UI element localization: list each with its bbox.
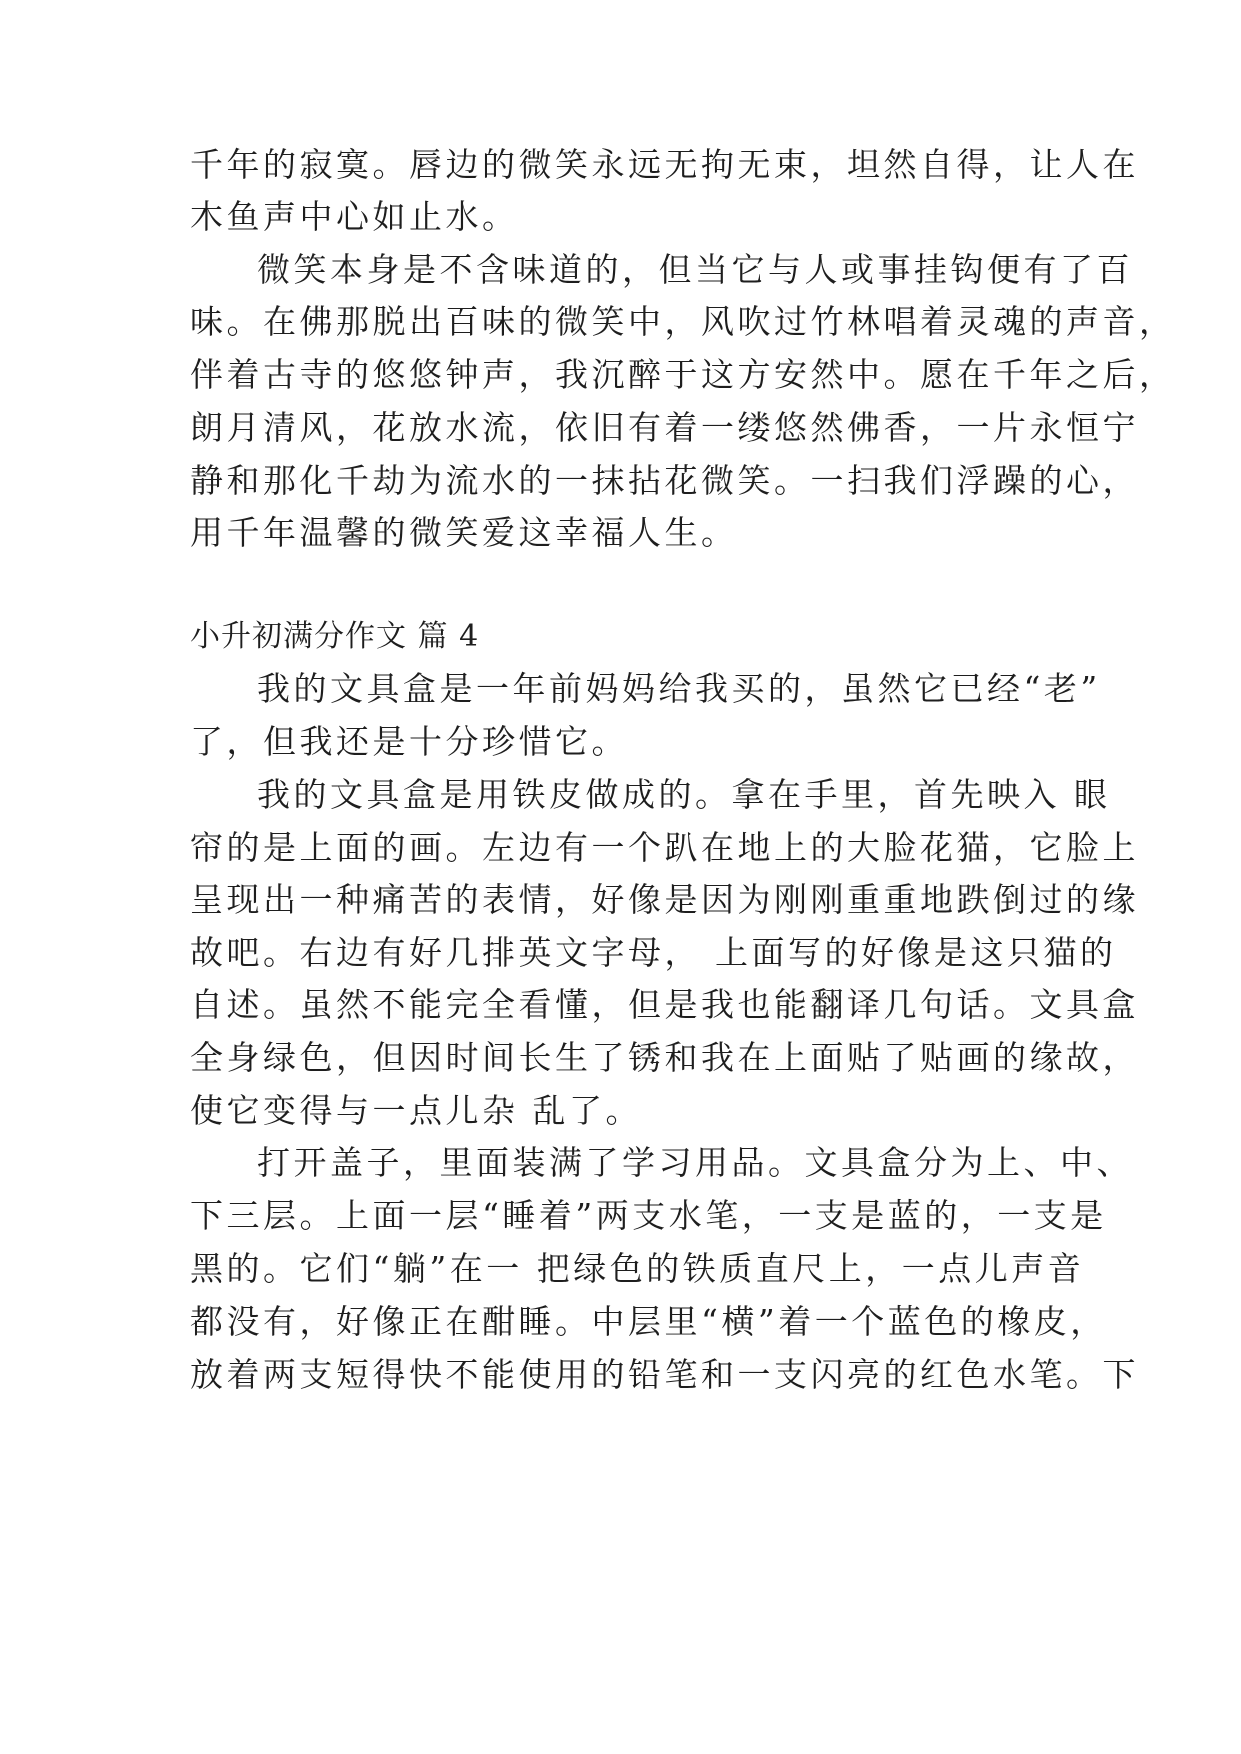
paragraph-first-line: 我的文具盒是一年前妈妈给我买的，虽然它已经“老” bbox=[257, 669, 1101, 708]
text-line: 伴着古寺的悠悠钟声，我沉醉于这方安然中。愿在千年之后， bbox=[190, 355, 1176, 394]
text-line: 下三层。上面一层“睡着”两支水笔，一支是蓝的，一支是 bbox=[190, 1196, 1107, 1235]
text-line: 静和那化千劫为流水的一抹拈花微笑。一扫我们浮躁的心， bbox=[190, 461, 1139, 500]
text-line: 自述。虽然不能完全看懂，但是我也能翻译几句话。文具盒 bbox=[190, 985, 1139, 1024]
text-line: 味。在佛那脱出百味的微笑中，风吹过竹林唱着灵魂的声音， bbox=[190, 302, 1176, 341]
text-line: 全身绿色，但因时间长生了锈和我在上面贴了贴画的缘故， bbox=[190, 1038, 1139, 1077]
text-line: 使它变得与一点儿杂 乱了。 bbox=[190, 1091, 642, 1130]
essay-heading: 小升初满分作文 篇 4 bbox=[190, 619, 480, 654]
text-line: 千年的寂寞。唇边的微笑永远无拘无束，坦然自得，让人在 bbox=[190, 145, 1139, 184]
text-line: 放着两支短得快不能使用的铅笔和一支闪亮的红色水笔。下 bbox=[190, 1355, 1139, 1394]
text-line: 黑的。它们“躺”在一 把绿色的铁质直尺上，一点儿声音 bbox=[190, 1249, 1085, 1288]
text-line: 用千年温馨的微笑爱这幸福人生。 bbox=[190, 513, 738, 552]
paragraph-first-line: 我的文具盒是用铁皮做成的。拿在手里，首先映入 眼 bbox=[257, 775, 1111, 814]
text-line: 故吧。右边有好几排英文字母， 上面写的好像是这只猫的 bbox=[190, 933, 1117, 972]
text-line: 木鱼声中心如止水。 bbox=[190, 197, 519, 236]
paragraph-first-line: 微笑本身是不含味道的，但当它与人或事挂钩便有了百 bbox=[257, 250, 1133, 289]
text-line: 帘的是上面的画。左边有一个趴在地上的大脸花猫，它脸上 bbox=[190, 828, 1139, 867]
text-line: 都没有，好像正在酣睡。中层里“横”着一个蓝色的橡皮， bbox=[190, 1302, 1107, 1341]
text-line: 朗月清风，花放水流，依旧有着一缕悠然佛香，一片永恒宁 bbox=[190, 408, 1139, 447]
text-line: 了，但我还是十分珍惜它。 bbox=[190, 722, 628, 761]
paragraph-first-line: 打开盖子，里面装满了学习用品。文具盒分为上、中、 bbox=[257, 1143, 1133, 1182]
text-line: 呈现出一种痛苦的表情，好像是因为刚刚重重地跌倒过的缘 bbox=[190, 880, 1139, 919]
